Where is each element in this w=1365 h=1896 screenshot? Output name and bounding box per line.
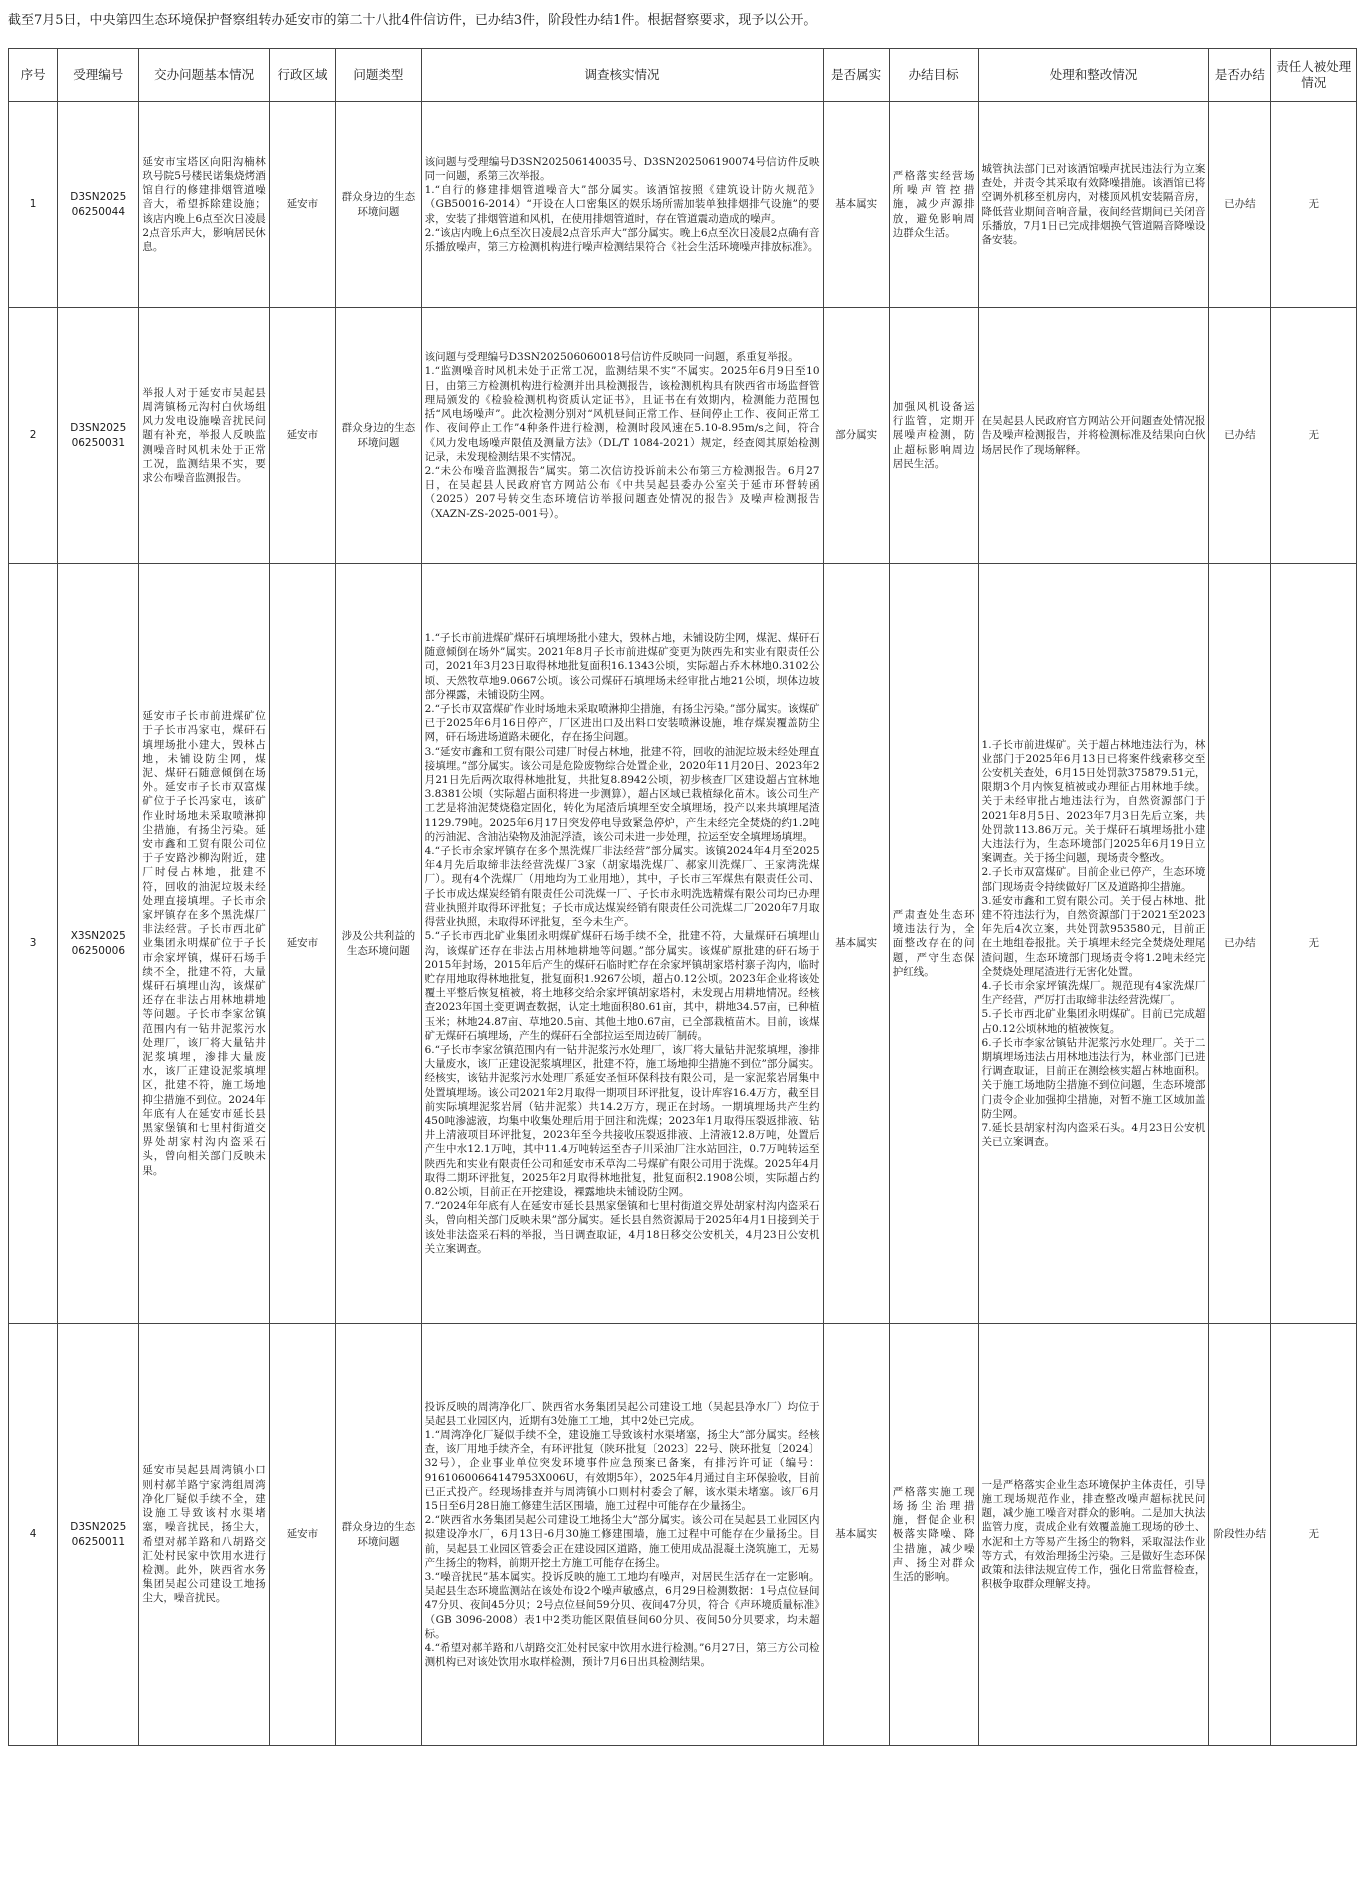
- cell-type: 涉及公共利益的生态环境问题: [336, 564, 422, 1324]
- cell-no: 3: [9, 564, 58, 1324]
- cell-person: 无: [1271, 102, 1357, 308]
- cell-no: 2: [9, 308, 58, 564]
- cell-investigation: 该问题与受理编号D3SN202506140035号、D3SN202506190074号信访件反映同一问题，系第三次举报。 1.“自行的修建排烟管道噪音大”部分属实。该酒馆按照《建筑设计防火规范》（GB50016-2014）“开设在人口密集区的娱乐场所需加装单独排烟排气设施”的要求，安装了排烟管道和风机，在使用排烟管道时，存在管道震动造成的噪声。 2.“该店内晚上6点至次日凌晨2点音乐声大”部分属实。晚上6点至次日凌晨2点确有音乐播放噪声，第三方检测机构进行噪声检测结果符合《社会生活环境噪声排放标准》。: [424, 155, 820, 253]
- cell-truth: 基本属实: [823, 102, 889, 308]
- cell-code: D3SN2025 06250044: [58, 102, 139, 308]
- header-goal: 办结目标: [889, 49, 978, 102]
- cell-basic: 延安市吴起县周湾镇小口则村郝羊路宁家湾组周湾净化厂疑似手续不全，建设施工导致该村水渠堵塞，噪音扰民，扬尘大，希望对郝羊路和八胡路交汇处村民家中饮用水进行检测。此外，陕西省水务集团吴起公司建设工地扬尘大，噪音扰民。: [139, 1324, 269, 1746]
- cell-status: 已办结: [1209, 308, 1271, 564]
- header-type: 问题类型: [336, 49, 422, 102]
- cell-handling: 1.子长市前进煤矿。关于超占林地违法行为，林业部门于2025年6月13日已将案件线索移交至公安机关查处，6月15日处罚款375879.51元，限期3个月内恢复植被或办理征占用林地手续。关于未经审批占地违法行为，自然资源部门于2021年8月5日、2023年7月3日先后立案，共处罚款113.86万元。关于煤矸石填埋场批小建大违法行为，生态环境部门2025年6月19日立案调查。关于扬尘问题，现场责令整改。 2.子长市双富煤矿。目前企业已停产，生态环境部门现场责令持续做好厂区及道路抑尘措施。 3.延安市鑫和工贸有限公司。关于侵占林地、批建不符违法行为，自然资源部门于2021至2023年先后4次立案，共处罚款953580元，目前正在土地组卷报批。关于填埋未经完全焚烧处理尾渣问题，生态环境部门现场责令将1.2吨未经完全焚烧处理尾渣进行无害化处置。 4.子长市余家坪镇洗煤厂。规范现有4家洗煤厂生产经营，严厉打击取缔非法经营洗煤厂。 5.子长市西北矿业集团永明煤矿。目前已完成超占0.12公顷林地的植被恢复。 6.子长市李家岔镇钻井泥浆污水处理厂。关于二期填埋场违法占用林地违法行为，林业部门已进行调查取证，目前正在测绘核实超占林地面积。关于施工场地防尘措施不到位问题，生态环境部门责令企业加强抑尘措施，对暂不施工区域加盖防尘网。 7.延长县胡家村沟内盗采石头。4月23日公安机关已立案调查。: [981, 738, 1206, 1149]
- header-investigation: 调查核实情况: [421, 49, 823, 102]
- cell-handling: 城管执法部门已对该酒馆噪声扰民违法行为立案查处，并责令其采取有效降噪措施。该酒馆已将空调外机移至机房内，对楼顶风机安装隔音房，降低营业期间音响音量，夜间经营期间已关闭音乐播放，7月1日已完成排烟换气管道隔音降噪设备安装。: [978, 102, 1209, 308]
- header-person: 责任人被处理情况: [1271, 49, 1357, 102]
- cell-investigation: 投诉反映的周湾净化厂、陕西省水务集团吴起公司建设工地（吴起县净水厂）均位于吴起县工业园区内，近期有3处施工工地，其中2处已完成。 1.“周湾净化厂疑似手续不全，建设施工导致该村水渠堵塞，扬尘大”部分属实。经核查，该厂用地手续齐全，有环评批复（陕环批复〔2023〕22号、陕环批复〔2024〕32号），企业事业单位突发环境事件应急预案已备案，有排污许可证（编号：91610600664147953X006U，有效期5年），2025年4月通过自主环保验收，目前已正式投产。经现场排查并与周湾镇小口则村村委会了解，该水渠未堵塞。该厂6月15日至6月28日施工修建生活区围墙，施工过程中可能存在少量扬尘。 2.“陕西省水务集团吴起公司建设工地扬尘大”部分属实。该公司在吴起县工业园区内拟建设净水厂，6月13日-6月30施工修建围墙，施工过程中可能存在少量扬尘。目前，吴起县工业园区管委会正在建设园区道路，施工使用成品混凝土浇筑施工，无易产生扬尘的物料，前期开挖土方施工可能存在扬尘。 3.“噪音扰民”基本属实。投诉反映的施工工地均有噪声，对居民生活存在一定影响。吴起县生态环境监测站在该处布设2个噪声敏感点，6月29日检测数据：1号点位昼间47分贝、夜间45分贝；2号点位昼间59分贝、夜间47分贝，符合《声环境质量标准》（GB 3096-2008）表1中2类功能区限值昼间60分贝、夜间50分贝要求，均未超标。 4.“希望对郝羊路和八胡路交汇处村民家中饮用水进行检测。”6月27日，第三方公司检测机构已对该处饮用水取样检测，预计7月6日出具检测结果。: [424, 1400, 820, 1669]
- header-no: 序号: [9, 49, 58, 102]
- header-region: 行政区域: [269, 49, 335, 102]
- cell-investigation: 该问题与受理编号D3SN202506060018号信访件反映同一问题，系重复举报。 1.“监测噪音时风机未处于正常工况，监测结果不实”不属实。2025年6月9日至10日，由第三方检测机构进行检测并出具检测报告，该检测机构具有陕西省市场监督管理局颁发的《检验检测机构资质认定证书》，且证书在有效期内，检测能力范围包括“风电场噪声”。此次检测分别对“风机昼间正常工作、昼间停止工作、夜间正常工作、夜间停止工作”4种条件进行检测，检测时段风速在5.10-8.95m/s之间，符合《风力发电场噪声限值及测量方法》（DL/T 1084-2021）规定，经查阅其原始检测记录，未发现检测结果不实情况。 2.“未公布噪音监测报告”属实。第二次信访投诉前未公布第三方检测报告。6月27日，在吴起县人民政府官方网站公布《中共吴起县委办公室关于延市环督转函（2025）207号转交生态环境信访举报问题查处情况的报告》及噪声检测报告（XAZN-ZS-2025-001号）。: [424, 351, 820, 520]
- cell-basic: 延安市宝塔区向阳沟楠林玖号院5号楼民诺集烧烤酒馆自行的修建排烟管道噪音大，希望拆除建设施；该店内晚上6点至次日凌晨2点音乐声大，影响居民休息。: [139, 102, 269, 308]
- header-basic: 交办问题基本情况: [139, 49, 269, 102]
- cell-type: 群众身边的生态环境问题: [336, 1324, 422, 1746]
- table-row: [9, 308, 1357, 564]
- cell-no: 4: [9, 1324, 58, 1746]
- intro-text: 截至7月5日，中央第四生态环境保护督察组转办延安市的第二十八批4件信访件，已办结3件，阶段性办结1件。根据督察要求，现予以公开。: [8, 13, 817, 28]
- cell-code: X3SN2025 06250006: [58, 564, 139, 1324]
- cell-handling: 在吴起县人民政府官方网站公开问题查处情况报告及噪声检测报告，并将检测标准及结果向白伙场居民作了现场解释。: [978, 308, 1209, 564]
- cell-basic: 举报人对于延安市吴起县周湾镇杨元沟村白伙场组风力发电设施噪音扰民问题有补充，举报人反映监测噪音时风机未处于正常工况，监测结果不实，要求公布噪音监测报告。: [139, 308, 269, 564]
- cell-type: 群众身边的生态环境问题: [336, 308, 422, 564]
- cell-investigation: 1.“子长市前进煤矿煤矸石填埋场批小建大，毁林占地，未铺设防尘网，煤泥、煤矸石随意倾倒在场外”属实。2021年8月子长市前进煤矿变更为陕西先和实业有限责任公司，2021年3月23日取得林地批复面积16.1343公顷，实际超占乔木林地0.3102公顷、天然牧草地9.0667公顷。该公司煤矸石填埋场未经审批占地21公顷，坝体边坡部分裸露，未铺设防尘网。 2.“子长市双富煤矿作业时场地未采取喷淋抑尘措施，有扬尘污染。”部分属实。该煤矿已于2025年6月16日停产，厂区进出口及出料口安装喷淋设施，堆存煤炭覆盖防尘网，矸石场进场道路未硬化，存在扬尘问题。 3.“延安市鑫和工贸有限公司建厂时侵占林地，批建不符，回收的油泥垃圾未经处理直接填埋。”部分属实。该公司是危险废物综合处置企业，2020年11月20日、2023年2月21日先后两次取得林地批复，共批复8.8942公顷，初步核查厂区建设超占宜林地3.8381公顷（实际超占面积将进一步测算），超占区域已栽植绿化苗木。该公司生产工艺是将油泥焚烧稳定固化，转化为尾渣后填埋至安全填埋场，投产以来共填埋尾渣1129.79吨。2025年6月17日突发停电导致紧急停炉，产生未经完全焚烧的约1.2吨的污油泥、含油沾染物及油泥浮渣，该公司未进一步处理，拉运至安全填埋场填埋。 4.“子长市余家坪镇存在多个黑洗煤厂非法经营”部分属实。该镇2024年4月至2025年4月先后取缔非法经营洗煤厂3家（胡家塌洗煤厂、郝家川洗煤厂、王家湾洗煤厂）。现有4个洗煤厂（用地均为工业用地），其中，子长市三军煤焦有限责任公司、子长市成达煤炭经销有限责任公司洗煤一厂、子长市永明洗选精煤有限公司均已办理营业执照并取得环评批复；子长市成达煤炭经销有限责任公司洗煤二厂2020年7月取得营业执照，未取得环评批复，至今未生产。 5.“子长市西北矿业集团永明煤矿煤矸石场手续不全，批建不符，大量煤矸石填埋山沟，该煤矿还存在非法占用林地耕地等问题。”部分属实。该煤矿原批建的矸石场于2015年封场，2015年后产生的煤矸石临时贮存在余家坪镇胡家塔村寨子沟内，临时贮存用地取得林地批复，批复面积1.9267公顷，超占0.12公顷。2023年企业将该处覆土平整后恢复植被，将土地移交给余家坪镇胡家塔村，未发现占用耕地情况。经核查2023年国土变更调查数据，认定土地面积80.61亩，其中，耕地34.57亩，已种植玉米；林地24.87亩、草地20.5亩、其他土地0.67亩，已全部栽植苗木。目前，该煤矿无煤矸石填埋场，产生的煤矸石全部拉运至周边砖厂制砖。 6.“子长市李家岔镇范围内有一钻井泥浆污水处理厂，该厂将大量钻井泥浆填埋，渗排大量废水，该厂正建设泥浆填埋区，批建不符，施工场地抑尘措施不到位”部分属实。经核实，该钻井泥浆污水处理厂系延安圣恒环保科技有限公司，是一家泥浆岩屑集中处置填埋场。该公司2021年2月取得一期项目环评批复，设计库容16.4万方，截至目前实际填埋泥浆岩屑（钻井泥浆）共14.2万方，现正在封场。一期填埋场共产生约450吨渗滤液，均集中收集处理后用于回注和洗煤；2023年1月取得压裂返排液、钻井上清液项目环评批复，2023年至今共接收压裂返排液、上清液12.8万吨，处置后产生中水12.1万吨，其中11.4万吨转运至杏子川采油厂注水站回注，0.7万吨转运至陕西先和实业有限责任公司和延安市禾草沟二号煤矿有限公司用于洗煤。2025年4月取得二期环评批复，2025年2月取得林地批复，批复面积2.1908公顷，实际超占约0.82公顷，目前正在开挖建设，裸露地块未铺设防尘网。 7.“2024年年底有人在延安市延长县黑家堡镇和七里村街道交界处胡家村沟内盗采石头，曾向相关部门反映未果”部分属实。延长县自然资源局于2025年4月1日接到关于该处非法盗采石料的举报，当日调查取证，4月18日移交公安机关，4月23日公安机关立案调查。: [424, 632, 820, 1255]
- cell-no: 1: [9, 102, 58, 308]
- cell-truth: 基本属实: [823, 564, 889, 1324]
- cell-person: 无: [1271, 308, 1357, 564]
- cell-status: 已办结: [1209, 564, 1271, 1324]
- cell-status: 已办结: [1209, 102, 1271, 308]
- cell-type: 群众身边的生态环境问题: [336, 102, 422, 308]
- cell-person: 无: [1271, 1324, 1357, 1746]
- cell-code: D3SN2025 06250011: [58, 1324, 139, 1746]
- header-truth: 是否属实: [823, 49, 889, 102]
- header-code: 受理编号: [58, 49, 139, 102]
- cell-goal: 严肃查处生态环境违法行为，全面整改存在的问题，严守生态保护红线。: [889, 564, 978, 1324]
- cell-region: 延安市: [269, 1324, 335, 1746]
- cell-truth: 基本属实: [823, 1324, 889, 1746]
- cell-truth: 部分属实: [823, 308, 889, 564]
- cell-basic: 延安市子长市前进煤矿位于子长市冯家屯，煤矸石填埋场批小建大，毁林占地，未铺设防尘网，煤泥、煤矸石随意倾倒在场外。延安市子长市双富煤矿位于子长冯家屯，该矿作业时场地未采取喷淋抑尘措施，有扬尘污染。延安市鑫和工贸有限公司位于子安路沙柳沟附近，建厂时侵占林地，批建不符，回收的油泥垃圾未经处理直接填埋。子长市余家坪镇存在多个黑洗煤厂非法经营。子长市西北矿业集团永明煤矿位于子长市余家坪镇，煤矸石场手续不全，批建不符，大量煤矸石填埋山沟，该煤矿还存在非法占用林地耕地等问题。子长市李家岔镇范围内有一钻井泥浆污水处理厂，该厂将大量钻井泥浆填埋，渗排大量废水，该厂正建设泥浆填埋区，批建不符，施工场地抑尘措施不到位。2024年年底有人在延安市延长县黑家堡镇和七里村街道交界处胡家村沟内盗采石头，曾向相关部门反映未果。: [139, 564, 269, 1324]
- header-status: 是否办结: [1209, 49, 1271, 102]
- table-header-row: [9, 49, 1357, 102]
- cell-goal: 严格落实经营场所噪声管控措施，减少声源排放，避免影响周边群众生活。: [889, 102, 978, 308]
- cell-goal: 严格落实施工现场扬尘治理措施，督促企业积极落实降噪、降尘措施，减少噪声、扬尘对群众生活的影响。: [889, 1324, 978, 1746]
- table-row: [9, 564, 1357, 1324]
- cell-status: 阶段性办结: [1209, 1324, 1271, 1746]
- petition-table: [8, 48, 1357, 1746]
- header-handling: 处理和整改情况: [978, 49, 1209, 102]
- cell-region: 延安市: [269, 102, 335, 308]
- cell-region: 延安市: [269, 308, 335, 564]
- table-row: [9, 1324, 1357, 1746]
- cell-region: 延安市: [269, 564, 335, 1324]
- cell-person: 无: [1271, 564, 1357, 1324]
- table-row: [9, 102, 1357, 308]
- cell-handling: 一是严格落实企业生态环境保护主体责任，引导施工现场规范作业，排查整改噪声超标扰民问题，减少施工噪音对群众的影响。二是加大执法监管力度，责成企业有效覆盖施工现场的砂土、水泥和土方等易产生扬尘的物料，采取湿法作业等方式，有效治理扬尘污染。三是做好生态环保政策和法律法规宣传工作，强化日常监督检查，积极争取群众理解支持。: [978, 1324, 1209, 1746]
- cell-code: D3SN2025 06250031: [58, 308, 139, 564]
- cell-goal: 加强风机设备运行监管，定期开展噪声检测，防止超标影响周边居民生活。: [889, 308, 978, 564]
